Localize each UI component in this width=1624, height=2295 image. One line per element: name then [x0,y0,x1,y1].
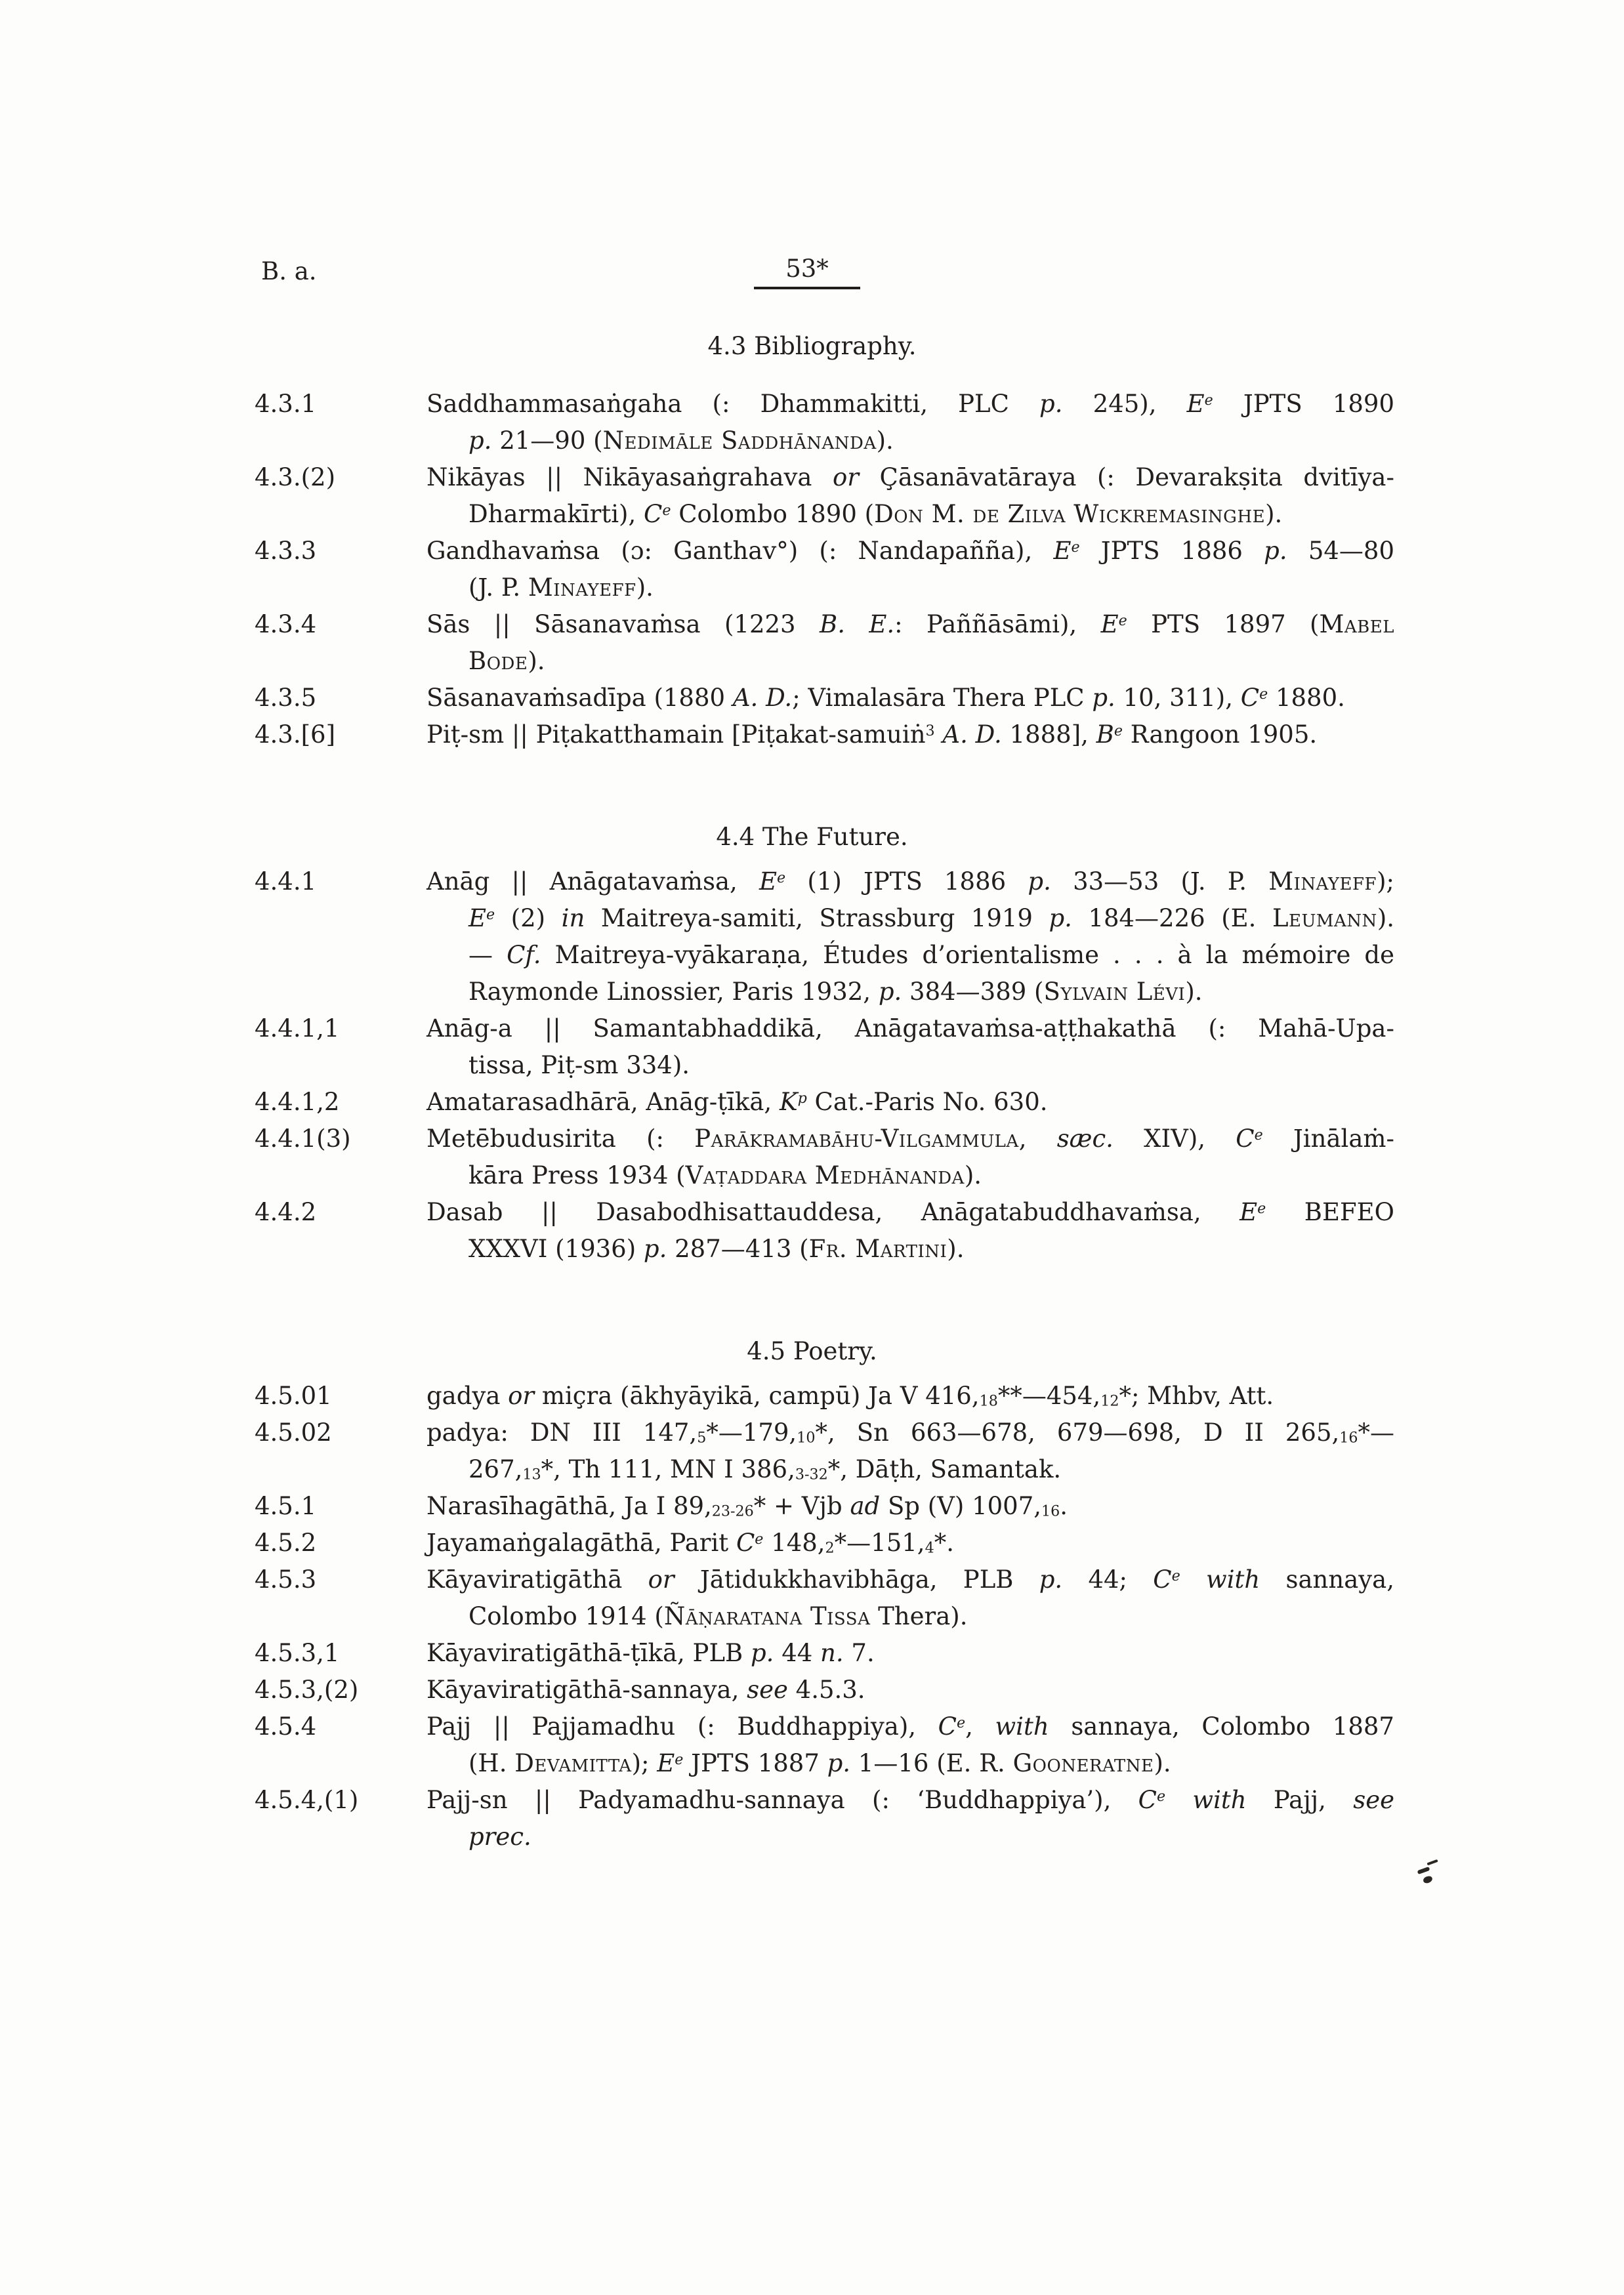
text-segment: 3 [925,722,935,739]
text-segment: Sp (V) 1007, [880,1492,1042,1520]
entry-body [427,1084,1394,1121]
entry-line [427,1010,1394,1047]
text-segment: sæc. [1056,1125,1114,1153]
text-segment: e [1257,1199,1266,1217]
text-segment: p [797,1089,807,1107]
section-heading: 4.3 Bibliography. [707,332,917,360]
running-header-left: B. a. [261,257,317,285]
text-segment: Cat.-Paris No. 630. [806,1088,1048,1116]
text-segment: (2) [495,904,562,932]
text-segment: *—151, [834,1529,925,1557]
text-segment: p. [750,1639,774,1667]
text-segment: 13 [522,1466,541,1483]
text-segment: prec. [468,1823,531,1851]
text-segment: e [1259,685,1268,703]
text-segment: C [1138,1786,1157,1814]
text-segment: E [468,904,487,932]
text-segment: p. [827,1749,851,1777]
text-segment: Narasīhagāthā, Ja I 89, [427,1492,712,1520]
entry [255,606,1395,680]
text-segment: PTS 1897 ( [1127,610,1320,638]
entry-body [427,1010,1394,1084]
text-segment: Metēbudusirita (: [427,1125,695,1153]
entry-line [427,1194,1394,1231]
text-segment: kāra Press 1934 ( [468,1161,686,1189]
entry [255,1708,1394,1782]
entry-line [427,863,1394,900]
text-segment: C [1240,684,1260,712]
text-segment: Mabel [1319,610,1395,638]
text-segment: ; Vimalasāra Thera PLC [792,684,1093,712]
text-segment: Sās || Sāsanavaṁsa (1223 [427,610,820,638]
text-segment: 3-32 [795,1466,828,1483]
entry [255,1415,1394,1488]
text-segment: see [1353,1786,1394,1814]
text-segment: BEFEO [1266,1198,1394,1226]
text-segment: ad [850,1492,881,1520]
entry [255,1378,1394,1415]
text-segment: Thera). [870,1602,968,1630]
text-segment: JPTS 1886 [1079,537,1264,565]
text-segment: JPTS 1887 [683,1749,827,1777]
text-segment: Maitreya-vyākaraṇa, Études d’orientalisme . . . à la mémoire de [541,941,1395,969]
entry-body [427,1378,1394,1415]
entry-line [427,1819,1394,1855]
entry-id: 4.3.4 [255,610,317,638]
text-segment: 2 [825,1539,835,1557]
entry-line [427,1672,1394,1708]
entry-line [427,643,1394,680]
text-segment: 33—53 (J. P. [1051,867,1269,896]
entry-id: 4.5.3 [255,1565,317,1594]
text-segment: p. [643,1235,667,1263]
entry-line [427,1121,1394,1157]
entry-body [427,1415,1394,1488]
entry-id: 4.5.3,(2) [255,1676,359,1704]
text-segment: Jātidukkhavibhāga, PLB [674,1565,1039,1594]
text-segment: Jayamaṅgalagāthā, Parit [427,1529,736,1557]
entry [255,1084,1394,1121]
text-segment: A. D. [732,684,793,712]
entry-line [427,1084,1394,1121]
entry-body [427,1635,1394,1672]
entry-line [427,716,1394,753]
text-segment: 5 [697,1429,707,1447]
entry [255,1782,1394,1855]
text-segment: E [1239,1198,1258,1226]
entry-body [427,1708,1394,1782]
section-entries [255,1378,1394,1855]
entry-body [427,716,1394,753]
text-segment: , [1018,1125,1057,1153]
entry-line [427,1378,1394,1415]
text-segment: Colombo 1914 ( [468,1602,664,1630]
text-segment: Saddhammasaṅgaha (: Dhammakitti, PLC [427,390,1040,418]
text-segment: p. [1039,1565,1063,1594]
text-segment: Maitreya-samiti, Strassburg 1919 [585,904,1049,932]
text-segment: p. [878,978,902,1006]
text-segment: p. [1092,684,1115,712]
entry-id: 4.3.(2) [255,463,336,491]
text-segment: 4.5.3. [787,1676,865,1704]
entry-line [427,1415,1394,1451]
entry [255,680,1394,716]
text-segment: Minayeff [528,573,636,602]
entry-id: 4.4.1 [255,867,317,896]
text-segment: Kāyaviratigāthā [427,1565,648,1594]
entry-body [427,1672,1394,1708]
entry-body [427,1194,1394,1268]
entry-line [427,900,1394,937]
text-segment: e [1171,1567,1180,1584]
section [0,328,1624,753]
text-segment: gadya [427,1382,509,1410]
entry-id: 4.4.1,1 [255,1014,340,1043]
text-segment: 21—90 ( [491,426,603,455]
text-segment: B [1096,720,1114,749]
text-segment: Jinālaṁ- [1262,1125,1394,1153]
text-segment: 18 [979,1392,998,1410]
entry-line [427,1157,1394,1194]
entry-line [427,1635,1394,1672]
page-number-block [745,253,869,289]
text-segment: ). [528,647,545,675]
text-segment: e [1114,722,1123,739]
page-number-underline [754,287,860,289]
entry-body [427,1525,1394,1561]
text-segment: with [995,1712,1049,1741]
text-segment: 44; [1062,1565,1154,1594]
ink-smudge [1417,1866,1440,1888]
text-segment: Çāsanāvatāraya (: Devarakṣita dvitīya- [858,463,1394,491]
entry [255,1672,1394,1708]
text-segment: Parākramabāhu-Vilgammula [694,1125,1019,1153]
text-segment: E [1053,537,1072,565]
text-segment: Anāg || Anāgatavaṁsa, [427,867,760,896]
text-segment: *, Th 111, MN I 386, [541,1455,795,1483]
entry-body [427,1488,1394,1525]
text-segment: miçra (ākhyāyikā, campū) Ja V 416, [534,1382,980,1410]
text-segment: *; Mhbv, Att. [1119,1382,1274,1410]
text-segment: p. [1049,904,1072,932]
entry-id: 4.5.4 [255,1712,317,1741]
text-segment: with [1192,1786,1247,1814]
text-segment: ). [636,573,654,602]
text-segment: Cf. [507,941,541,969]
entry [255,716,1394,753]
text-segment: Anāg-a || Samantabhaddikā, Anāgatavaṁsa-aṭṭhakathā (: Mahā-Upa- [427,1014,1394,1043]
entry-line [427,937,1394,974]
text-segment: or [833,463,859,491]
text-segment: Nikāyas || Nikāyasaṅgrahava [427,463,833,491]
entry-id: 4.5.02 [255,1418,332,1447]
text-segment: see [747,1676,788,1704]
entry-line [427,1231,1394,1268]
entry-id: 4.3.1 [255,390,317,418]
text-segment: *—179, [706,1418,797,1447]
entry-id: 4.5.2 [255,1529,317,1557]
text-segment: 267, [468,1455,523,1483]
entry-line [427,496,1394,533]
entry-id: 4.3.3 [255,537,317,565]
text-segment: Gandhavaṁsa (ɔ: Ganthav°) (: Nandapañña), [427,537,1054,565]
text-segment: Vaṭaddara Medhānanda [685,1161,965,1189]
entry-id: 4.3.5 [255,684,317,712]
text-segment [1180,1565,1206,1594]
entry-id: 4.3.[6] [255,720,336,749]
text-segment: ). [1377,904,1395,932]
text-segment: Ñāṇaratana Tissa [663,1602,871,1630]
text-segment: e [1071,538,1080,556]
text-segment: Leumann [1272,904,1377,932]
entry [255,863,1395,1010]
text-segment: e [777,869,786,886]
text-segment: *. [934,1529,954,1557]
entry [255,533,1395,606]
text-segment: e [1118,611,1127,629]
entry-line [427,386,1394,423]
entry-body [427,680,1394,716]
entry-id: 4.5.3,1 [255,1639,340,1667]
text-segment: ). [964,1161,982,1189]
text-segment: Amatarasadhārā, Anāg-ṭīkā, [427,1088,780,1116]
entry-body [427,459,1394,533]
text-segment: E [1186,390,1205,418]
entry-line [427,974,1394,1010]
text-segment: p. [1028,867,1051,896]
text-segment: p. [468,426,492,455]
text-segment: Pajj, [1246,1786,1354,1814]
text-segment: 10, 311), [1115,684,1241,712]
entry-line [427,1782,1394,1819]
text-segment: 16 [1339,1429,1358,1447]
text-segment: *, Dāṭh, Samantak. [827,1455,1062,1483]
text-segment: Bode [468,647,528,675]
entry-line [427,569,1394,606]
entry-line [427,680,1394,716]
entry-body [427,606,1394,680]
entry-line [427,1745,1394,1782]
entry-id: 4.4.1(3) [255,1125,351,1153]
entry-line [427,423,1394,459]
entry-line [427,1598,1394,1635]
text-segment: , [965,1712,995,1741]
text-segment: C [644,500,663,528]
entry [255,459,1394,533]
text-segment: (J. P. [468,573,528,602]
text-segment: Rangoon 1905. [1123,720,1318,749]
section-heading: 4.4 The Future. [716,823,908,851]
text-segment: A. D. [942,720,1002,749]
page-number: 53* [785,255,829,283]
text-segment: ). [947,1235,965,1263]
text-segment: (1) JPTS 1886 [785,867,1028,896]
entry-id: 4.4.1,2 [255,1088,340,1116]
text-segment: B. E. [820,610,895,638]
text-segment: 16 [1041,1502,1060,1520]
text-segment: p. [1264,537,1287,565]
entry [255,1635,1394,1672]
text-segment: e [486,905,495,923]
text-segment: 287—413 ( [667,1235,809,1263]
text-segment: C [736,1529,755,1557]
text-segment: 23-26 [711,1502,754,1520]
text-segment: : Paññāsāmi), [894,610,1101,638]
text-segment: Dasab || Dasabodhisattauddesa, Anāgatabuddhavaṁsa, [427,1198,1240,1226]
text-segment: Raymonde Linossier, Paris 1932, [468,978,879,1006]
entry [255,386,1394,459]
text-segment: * + Vjb [753,1492,850,1520]
text-segment: C [938,1712,957,1741]
section-entries [255,386,1395,753]
text-segment: n. [820,1639,844,1667]
text-segment: Nedimāle Saddhānanda [602,426,877,455]
text-segment: Kāyaviratigāthā-sannaya, [427,1676,747,1704]
text-segment: JPTS 1890 [1213,390,1394,418]
entry-body [427,386,1394,459]
text-segment: 10 [797,1429,816,1447]
text-segment: ); [631,1749,657,1777]
text-segment: e [662,501,671,519]
entry [255,1561,1394,1635]
text-segment: 54—80 [1287,537,1395,565]
text-segment: 1—16 (E. R. [850,1749,1013,1777]
section [0,819,1624,1268]
entry-line [427,1561,1394,1598]
entry-id: 4.4.2 [255,1198,317,1226]
entry-line [427,1047,1394,1084]
text-segment: in [561,904,585,932]
text-segment: Sylvain Lévi [1043,978,1186,1006]
entry [255,1121,1394,1194]
text-segment: 44 [774,1639,821,1667]
text-segment: 384—389 ( [902,978,1044,1006]
entry-body [427,533,1394,606]
text-segment: Pajj || Pajjamadhu (: Buddhappiya), [427,1712,938,1741]
text-segment: Gooneratne [1012,1749,1154,1777]
entry-body [427,1121,1394,1194]
text-segment: Piṭ-sm || Piṭakatthamain [Piṭakat-samuiṅ [427,720,926,749]
text-segment: Devamitta [514,1749,632,1777]
text-segment: padya: DN III 147, [427,1418,697,1447]
entry-body [427,1561,1394,1635]
text-segment: e [956,1714,966,1731]
text-segment: . [1060,1492,1068,1520]
text-segment [935,720,943,749]
entry-id: 4.5.01 [255,1382,332,1410]
entry-id: 4.5.4,(1) [255,1786,359,1814]
entry-body [427,1782,1394,1855]
text-segment: E [1100,610,1119,638]
text-segment: sannaya, [1260,1565,1394,1594]
text-segment: sannaya, Colombo 1887 [1049,1712,1394,1741]
text-segment: e [1204,391,1213,409]
text-segment: ). [1154,1749,1171,1777]
section-entries [255,863,1395,1268]
entry-line [427,1525,1394,1561]
text-segment: E [657,1749,675,1777]
text-segment: 245), [1062,390,1187,418]
text-segment: e [1156,1787,1166,1805]
text-segment: — [468,941,507,969]
text-segment: Minayeff [1268,867,1377,896]
text-segment: Colombo 1890 ( [671,500,875,528]
entry-body [427,863,1394,1010]
text-segment: or [508,1382,535,1410]
text-segment [1165,1786,1192,1814]
text-segment: 148, [763,1529,825,1557]
entry-line [427,459,1394,496]
text-segment: *, Sn 663—678, 679—698, D II 265, [815,1418,1340,1447]
text-segment: Dharmakīrti), [468,500,644,528]
text-segment: Pajj-sn || Padyamadhu-sannaya (: ‘Buddhappiya’), [427,1786,1138,1814]
text-segment: *— [1358,1418,1394,1447]
text-segment: ); [1377,867,1394,896]
text-segment: XIV), [1113,1125,1236,1153]
text-segment: XXXVI (1936) [468,1235,644,1263]
entry [255,1488,1394,1525]
section [0,1333,1624,1855]
text-segment: Kāyaviratigāthā-ṭīkā, PLB [427,1639,751,1667]
entry [255,1194,1394,1268]
text-segment: e [755,1530,764,1548]
entry-line [427,1488,1394,1525]
text-segment: ). [1265,500,1283,528]
entry-line [427,1451,1394,1488]
text-segment: 7. [843,1639,875,1667]
text-segment: 1888], [1001,720,1096,749]
text-segment: ). [1185,978,1203,1006]
text-segment: K [779,1088,798,1116]
text-segment: C [1236,1125,1255,1153]
section-heading: 4.5 Poetry. [747,1337,877,1365]
entry-id: 4.5.1 [255,1492,317,1520]
entry [255,1010,1394,1084]
entry [255,1525,1394,1561]
text-segment: E [759,867,778,896]
text-segment: **—454, [997,1382,1101,1410]
text-segment: p. [1039,390,1063,418]
text-segment: 12 [1100,1392,1119,1410]
text-segment: tissa, Piṭ-sm 334). [468,1051,690,1079]
text-segment: C [1153,1565,1172,1594]
text-segment: ). [876,426,894,455]
text-segment: Sāsanavaṁsadīpa (1880 [427,684,733,712]
entry-line [427,1708,1394,1745]
text-segment: (H. [468,1749,515,1777]
text-segment: with [1206,1565,1260,1594]
text-segment: e [675,1750,684,1768]
text-segment: Fr. Martini [808,1235,947,1263]
text-segment: 184—226 (E. [1072,904,1272,932]
text-segment: or [648,1565,675,1594]
entry-line [427,533,1394,569]
text-segment: 4 [925,1539,934,1557]
text-segment: 1880. [1268,684,1345,712]
text-segment: e [1254,1126,1263,1144]
text-segment: Don M. de Zilva Wickremasinghe [874,500,1266,528]
entry-line [427,606,1394,643]
